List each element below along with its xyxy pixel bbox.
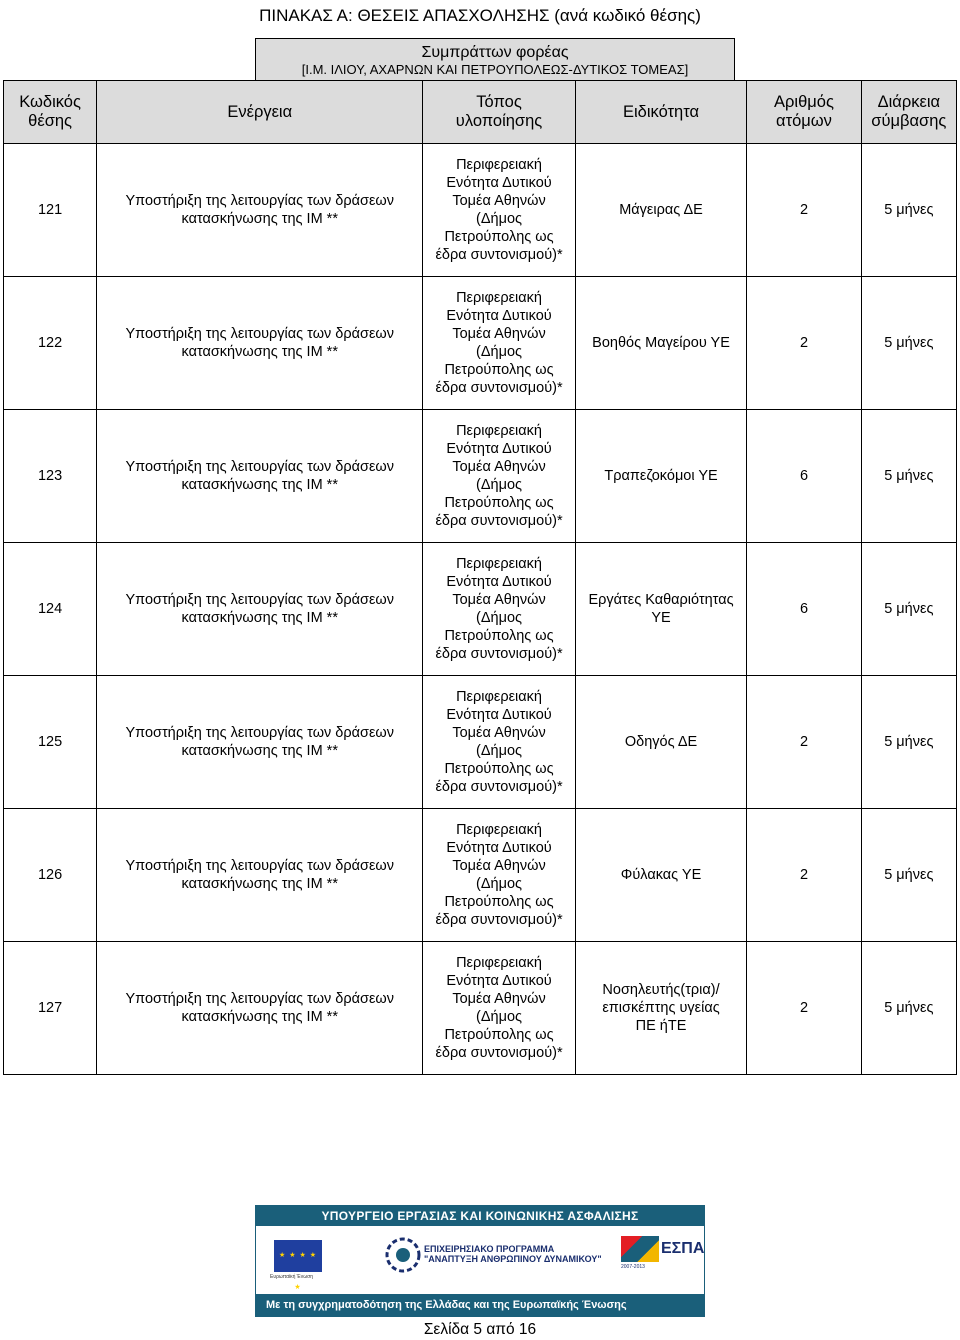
cell-count: 2 xyxy=(747,277,861,410)
location-line: Ενότητα Δυτικού xyxy=(446,574,552,590)
location-line: έδρα συντονισμού)* xyxy=(435,513,563,529)
location-line: έδρα συντονισμού)* xyxy=(435,912,563,928)
cell-duration: 5 μήνες xyxy=(861,410,956,543)
cell-code: 122 xyxy=(4,277,97,410)
cell-duration: 5 μήνες xyxy=(861,144,956,277)
activity-line: κατασκήνωσης της ΙΜ ** xyxy=(181,344,338,360)
activity-line: Υποστήριξη της λειτουργίας των δράσεων xyxy=(125,858,394,874)
location-line: Πετρούπολης ως xyxy=(444,894,554,910)
specialty-line: Οδηγός ΔΕ xyxy=(624,734,698,750)
cofinancing-text: Με τη συγχρηματοδότηση της Ελλάδας και της Ευρωπαϊκής Ένωσης xyxy=(256,1294,704,1316)
location-line: Τομέα Αθηνών xyxy=(452,725,546,741)
cell-specialty xyxy=(575,144,747,277)
partner-heading: Συμπράττων φορέας xyxy=(421,44,569,61)
location-line: Τομέα Αθηνών xyxy=(452,991,546,1007)
cell-activity xyxy=(97,144,423,277)
activity-line: κατασκήνωσης της ΙΜ ** xyxy=(181,477,338,493)
table-row xyxy=(4,676,957,809)
header-activity: Ενέργεια xyxy=(97,81,423,144)
cell-code: 124 xyxy=(4,543,97,676)
location-line: Περιφερειακή xyxy=(456,290,542,306)
location-line: Ενότητα Δυτικού xyxy=(446,840,552,856)
cell-location xyxy=(423,942,575,1075)
location-line: Τομέα Αθηνών xyxy=(452,858,546,874)
location-line: Περιφερειακή xyxy=(456,689,542,705)
location-line: Περιφερειακή xyxy=(456,423,542,439)
cell-location xyxy=(423,410,575,543)
cell-code: 121 xyxy=(4,144,97,277)
espa-logo xyxy=(621,1236,705,1278)
location-line: Πετρούπολης ως xyxy=(444,495,554,511)
header-code xyxy=(4,81,97,144)
specialty-line: ΥΕ xyxy=(651,610,671,626)
location-line: (Δήμος xyxy=(476,344,523,360)
cell-duration: 5 μήνες xyxy=(861,543,956,676)
cell-count: 2 xyxy=(747,676,861,809)
program-emblem-icon xyxy=(384,1236,422,1274)
page-title: ΠΙΝΑΚΑΣ Α: ΘΕΣΕΙΣ ΑΠΑΣΧΟΛΗΣΗΣ (ανά κωδικό θέσης) xyxy=(259,6,701,25)
specialty-line: Μάγειρας ΔΕ xyxy=(619,202,703,218)
location-line: Περιφερειακή xyxy=(456,157,542,173)
cell-location xyxy=(423,144,575,277)
header-location-line: υλοποίησης xyxy=(455,112,543,130)
espa-mark-icon xyxy=(621,1236,659,1262)
location-line: Πετρούπολης ως xyxy=(444,1027,554,1043)
cell-count: 2 xyxy=(747,809,861,942)
cofinancing-banner xyxy=(255,1205,705,1317)
activity-line: Υποστήριξη της λειτουργίας των δράσεων xyxy=(125,193,394,209)
specialty-line: Εργάτες Καθαριότητας xyxy=(588,592,734,608)
cell-specialty xyxy=(575,410,747,543)
cell-count: 2 xyxy=(747,942,861,1075)
program-label xyxy=(424,1244,602,1264)
cell-code: 126 xyxy=(4,809,97,942)
positions-table xyxy=(3,80,957,1075)
cell-duration: 5 μήνες xyxy=(861,942,956,1075)
logo-strip xyxy=(256,1226,704,1294)
cell-specialty xyxy=(575,676,747,809)
location-line: Ενότητα Δυτικού xyxy=(446,441,552,457)
cell-code: 123 xyxy=(4,410,97,543)
cell-activity xyxy=(97,809,423,942)
location-line: Τομέα Αθηνών xyxy=(452,459,546,475)
location-line: έδρα συντονισμού)* xyxy=(435,380,563,396)
location-line: Πετρούπολης ως xyxy=(444,229,554,245)
page-number: Σελίδα 5 από 16 xyxy=(423,1321,537,1338)
location-line: (Δήμος xyxy=(476,743,523,759)
header-code-line: Κωδικός xyxy=(19,93,81,111)
cell-specialty xyxy=(575,942,747,1075)
header-duration-line: σύμβασης xyxy=(871,112,947,130)
activity-line: κατασκήνωσης της ΙΜ ** xyxy=(181,610,338,626)
header-count-line: ατόμων xyxy=(776,112,832,130)
location-line: (Δήμος xyxy=(476,610,523,626)
partner-name: [Ι.Μ. ΙΛΙΟΥ, ΑΧΑΡΝΩΝ ΚΑΙ ΠΕΤΡΟΥΠΟΛΕΩΣ-ΔΥΤΙΚΟΣ ΤΟΜΕΑΣ] xyxy=(301,62,689,77)
cell-activity xyxy=(97,942,423,1075)
activity-line: κατασκήνωσης της ΙΜ ** xyxy=(181,1009,338,1025)
cell-code: 127 xyxy=(4,942,97,1075)
cell-specialty xyxy=(575,809,747,942)
header-code-line: θέσης xyxy=(28,112,73,130)
location-line: Πετρούπολης ως xyxy=(444,362,554,378)
location-line: Ενότητα Δυτικού xyxy=(446,308,552,324)
cell-duration: 5 μήνες xyxy=(861,277,956,410)
cell-location xyxy=(423,676,575,809)
cell-code: 125 xyxy=(4,676,97,809)
location-line: έδρα συντονισμού)* xyxy=(435,1045,563,1061)
table-row xyxy=(4,410,957,543)
location-line: έδρα συντονισμού)* xyxy=(435,779,563,795)
header-location xyxy=(423,81,575,144)
location-line: Περιφερειακή xyxy=(456,822,542,838)
table-header-row xyxy=(4,81,957,144)
header-duration-line: Διάρκεια xyxy=(877,93,941,111)
location-line: Ενότητα Δυτικού xyxy=(446,973,552,989)
cell-specialty xyxy=(575,543,747,676)
location-line: Πετρούπολης ως xyxy=(444,628,554,644)
activity-line: κατασκήνωσης της ΙΜ ** xyxy=(181,743,338,759)
cell-activity xyxy=(97,277,423,410)
activity-line: Υποστήριξη της λειτουργίας των δράσεων xyxy=(125,991,394,1007)
specialty-line: ΠΕ ήΤΕ xyxy=(635,1018,687,1034)
location-line: Περιφερειακή xyxy=(456,556,542,572)
activity-line: κατασκήνωσης της ΙΜ ** xyxy=(181,211,338,227)
espa-word: ΕΣΠΑ xyxy=(661,1240,705,1257)
cell-location xyxy=(423,809,575,942)
cell-count: 2 xyxy=(747,144,861,277)
cell-count: 6 xyxy=(747,410,861,543)
cell-specialty xyxy=(575,277,747,410)
location-line: (Δήμος xyxy=(476,211,523,227)
cell-duration: 5 μήνες xyxy=(861,676,956,809)
cell-activity xyxy=(97,410,423,543)
location-line: Περιφερειακή xyxy=(456,955,542,971)
partner-header xyxy=(255,38,735,80)
activity-line: Υποστήριξη της λειτουργίας των δράσεων xyxy=(125,326,394,342)
table-row xyxy=(4,144,957,277)
specialty-line: Νοσηλευτής(τρια)/ xyxy=(602,982,720,998)
program-line: ΕΠΙΧΕΙΡΗΣΙΑΚΟ ΠΡΟΓΡΑΜΜΑ xyxy=(424,1244,555,1254)
activity-line: Υποστήριξη της λειτουργίας των δράσεων xyxy=(125,459,394,475)
cell-count: 6 xyxy=(747,543,861,676)
location-line: (Δήμος xyxy=(476,477,523,493)
activity-line: Υποστήριξη της λειτουργίας των δράσεων xyxy=(125,725,394,741)
location-line: Πετρούπολης ως xyxy=(444,761,554,777)
activity-line: Υποστήριξη της λειτουργίας των δράσεων xyxy=(125,592,394,608)
location-line: Ενότητα Δυτικού xyxy=(446,175,552,191)
activity-line: κατασκήνωσης της ΙΜ ** xyxy=(181,876,338,892)
cell-activity xyxy=(97,676,423,809)
table-row xyxy=(4,543,957,676)
header-specialty: Ειδικότητα xyxy=(575,81,747,144)
specialty-line: Βοηθός Μαγείρου ΥΕ xyxy=(592,335,730,351)
table-row xyxy=(4,809,957,942)
header-duration xyxy=(861,81,956,144)
table-row xyxy=(4,277,957,410)
eu-flag-icon: ★ ★ ★ ★ ★ xyxy=(274,1240,322,1272)
header-count xyxy=(747,81,861,144)
ministry-banner: ΥΠΟΥΡΓΕΙΟ ΕΡΓΑΣΙΑΣ ΚΑΙ ΚΟΙΝΩΝΙΚΗΣ ΑΣΦΑΛΙΣΗΣ xyxy=(256,1206,704,1226)
location-line: έδρα συντονισμού)* xyxy=(435,247,563,263)
location-line: Τομέα Αθηνών xyxy=(452,592,546,608)
location-line: Ενότητα Δυτικού xyxy=(446,707,552,723)
cell-duration: 5 μήνες xyxy=(861,809,956,942)
location-line: Τομέα Αθηνών xyxy=(452,326,546,342)
header-count-line: Αριθμός xyxy=(774,93,834,111)
specialty-line: επισκέπτης υγείας xyxy=(602,1000,720,1016)
cell-location xyxy=(423,543,575,676)
location-line: (Δήμος xyxy=(476,876,523,892)
table-row xyxy=(4,942,957,1075)
location-line: Τομέα Αθηνών xyxy=(452,193,546,209)
program-line: "ΑΝΑΠΤΥΞΗ ΑΝΘΡΩΠΙΝΟΥ ΔΥΝΑΜΙΚΟΥ" xyxy=(424,1254,602,1264)
specialty-line: Φύλακας ΥΕ xyxy=(620,867,702,883)
espa-years: 2007-2013 xyxy=(621,1264,645,1270)
header-location-line: Τόπος xyxy=(476,93,522,111)
cell-location xyxy=(423,277,575,410)
specialty-line: Τραπεζοκόμοι ΥΕ xyxy=(604,468,718,484)
location-line: έδρα συντονισμού)* xyxy=(435,646,563,662)
cell-activity xyxy=(97,543,423,676)
location-line: (Δήμος xyxy=(476,1009,523,1025)
eu-label: Ευρωπαϊκή Ένωση xyxy=(270,1274,313,1280)
